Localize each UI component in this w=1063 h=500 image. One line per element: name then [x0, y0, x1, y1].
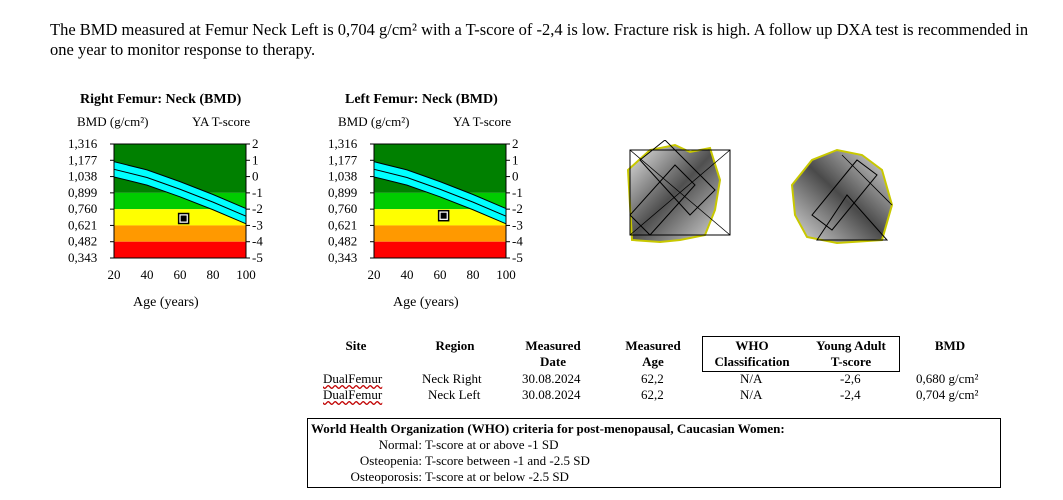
criteria-text-osteoporosis: T-score at or below -2.5 SD [425, 469, 569, 484]
bmd-chart-left [326, 138, 546, 286]
header-ya-line1: Young Adult [816, 338, 886, 353]
cell-age: 62,2 [641, 371, 664, 386]
y2-tick-label: 0 [512, 168, 519, 184]
left-axis-label-right: BMD (g/cm²) [77, 114, 149, 129]
header-measured-age [613, 338, 693, 370]
criteria-label-osteopenia: Osteopenia: [359, 453, 422, 468]
chart-title-left: Left Femur: Neck (BMD) [345, 92, 498, 107]
cell-site: DualFemur [323, 387, 383, 402]
y2-tick-label: -4 [252, 233, 263, 249]
cell-bmd: 0,680 g/cm² [916, 371, 979, 386]
xlabel-right: Age (years) [133, 295, 199, 310]
cell-site: DualFemur [323, 371, 383, 386]
y-tick-label: 0,343 [328, 250, 358, 265]
cell-who: N/A [740, 371, 763, 386]
y-tick-label: 0,899 [68, 184, 98, 200]
y2-tick-label: 2 [252, 138, 259, 151]
right-axis-label-right: YA T-score [192, 114, 251, 129]
patient-marker-center [181, 216, 187, 222]
criteria-label-osteoporosis: Osteoporosis: [350, 469, 422, 484]
right-axis-label-left: YA T-score [453, 114, 512, 129]
zone-band-4 [374, 242, 506, 258]
x-tick-label: 60 [433, 267, 447, 282]
header-measured-date-line1: Measured [525, 338, 581, 353]
y-tick-label: 0,343 [68, 250, 98, 265]
y2-tick-label: -3 [512, 217, 523, 233]
criteria-text-normal: T-score at or above -1 SD [425, 437, 559, 452]
femur-scan-image-left [787, 145, 897, 245]
y-tick-label: 1,038 [328, 168, 358, 184]
header-site: Site [345, 338, 367, 353]
cell-tscore: -2,4 [840, 387, 861, 402]
cell-age: 62,2 [641, 387, 664, 402]
y-tick-label: 0,621 [328, 217, 358, 233]
header-measured-age-line1: Measured [625, 338, 681, 353]
summary-text: The BMD measured at Femur Neck Left is 0,704 g/cm² with a T-score of -2,4 is low. Fracture risk is high. A follow up DXA test is recommended in one year to monitor response to therapy. [50, 20, 1029, 59]
y-tick-label: 0,760 [328, 201, 358, 217]
left-axis-label-left: BMD (g/cm²) [338, 114, 410, 129]
who-criteria-box [307, 418, 1001, 488]
header-bmd: BMD [934, 338, 966, 353]
header-ya-line2: T-score [830, 354, 872, 369]
y2-tick-label: 1 [512, 152, 519, 168]
cell-region: Neck Right [422, 371, 482, 386]
cell-bmd: 0,704 g/cm² [916, 387, 979, 402]
chart-title-right: Right Femur: Neck (BMD) [80, 92, 242, 107]
cell-date: 30.08.2024 [522, 371, 581, 386]
cell-tscore: -2,6 [840, 371, 861, 386]
criteria-text-osteopenia: T-score between -1 and -2.5 SD [425, 453, 590, 468]
cell-date: 30.08.2024 [522, 387, 581, 402]
zone-band-3 [114, 225, 246, 241]
header-who-line2: Classification [714, 354, 790, 369]
y-tick-label: 1,177 [328, 152, 358, 168]
x-tick-label: 100 [496, 267, 516, 282]
y-tick-label: 0,899 [328, 184, 358, 200]
y2-tick-label: 1 [252, 152, 259, 168]
x-tick-label: 80 [466, 267, 480, 282]
y2-tick-label: -5 [252, 250, 263, 265]
y2-tick-label: 2 [512, 138, 519, 151]
x-tick-label: 80 [206, 267, 220, 282]
y-tick-label: 1,038 [68, 168, 98, 184]
y-tick-label: 0,621 [68, 217, 98, 233]
patient-marker-center [441, 213, 447, 219]
x-tick-label: 40 [400, 267, 414, 282]
bmd-chart-right [66, 138, 286, 286]
header-region: Region [435, 338, 475, 353]
y2-tick-label: -2 [252, 201, 263, 217]
header-measured-date [513, 338, 593, 370]
y-tick-label: 0,482 [68, 233, 98, 249]
y-tick-label: 0,482 [328, 233, 358, 249]
y2-tick-label: -1 [252, 184, 263, 200]
y2-tick-label: 0 [252, 168, 259, 184]
y-tick-label: 1,316 [328, 138, 358, 151]
criteria-title: World Health Organization (WHO) criteria for post-menopausal, Caucasian Women: [311, 421, 785, 436]
header-measured-age-line2: Age [642, 354, 664, 369]
y-tick-label: 1,177 [68, 152, 98, 168]
cell-region: Neck Left [428, 387, 481, 402]
x-tick-label: 60 [173, 267, 187, 282]
header-young-adult-tscore [805, 338, 897, 370]
x-tick-label: 20 [107, 267, 121, 282]
x-tick-label: 20 [367, 267, 381, 282]
x-tick-label: 100 [236, 267, 256, 282]
y2-tick-label: -5 [512, 250, 523, 265]
criteria-label-normal: Normal: [378, 437, 422, 452]
y-tick-label: 1,316 [68, 138, 98, 151]
zone-band-4 [114, 242, 246, 258]
x-tick-label: 40 [140, 267, 154, 282]
header-who-classification [702, 338, 802, 370]
y2-tick-label: -2 [512, 201, 523, 217]
header-measured-date-line2: Date [540, 354, 566, 369]
cell-who: N/A [740, 387, 763, 402]
y2-tick-label: -1 [512, 184, 523, 200]
y2-tick-label: -3 [252, 217, 263, 233]
header-who-line1: WHO [735, 338, 769, 353]
y2-tick-label: -4 [512, 233, 523, 249]
femur-scan-image-right [620, 140, 740, 245]
zone-band-3 [374, 225, 506, 241]
y-tick-label: 0,760 [68, 201, 98, 217]
xlabel-left: Age (years) [393, 295, 459, 310]
